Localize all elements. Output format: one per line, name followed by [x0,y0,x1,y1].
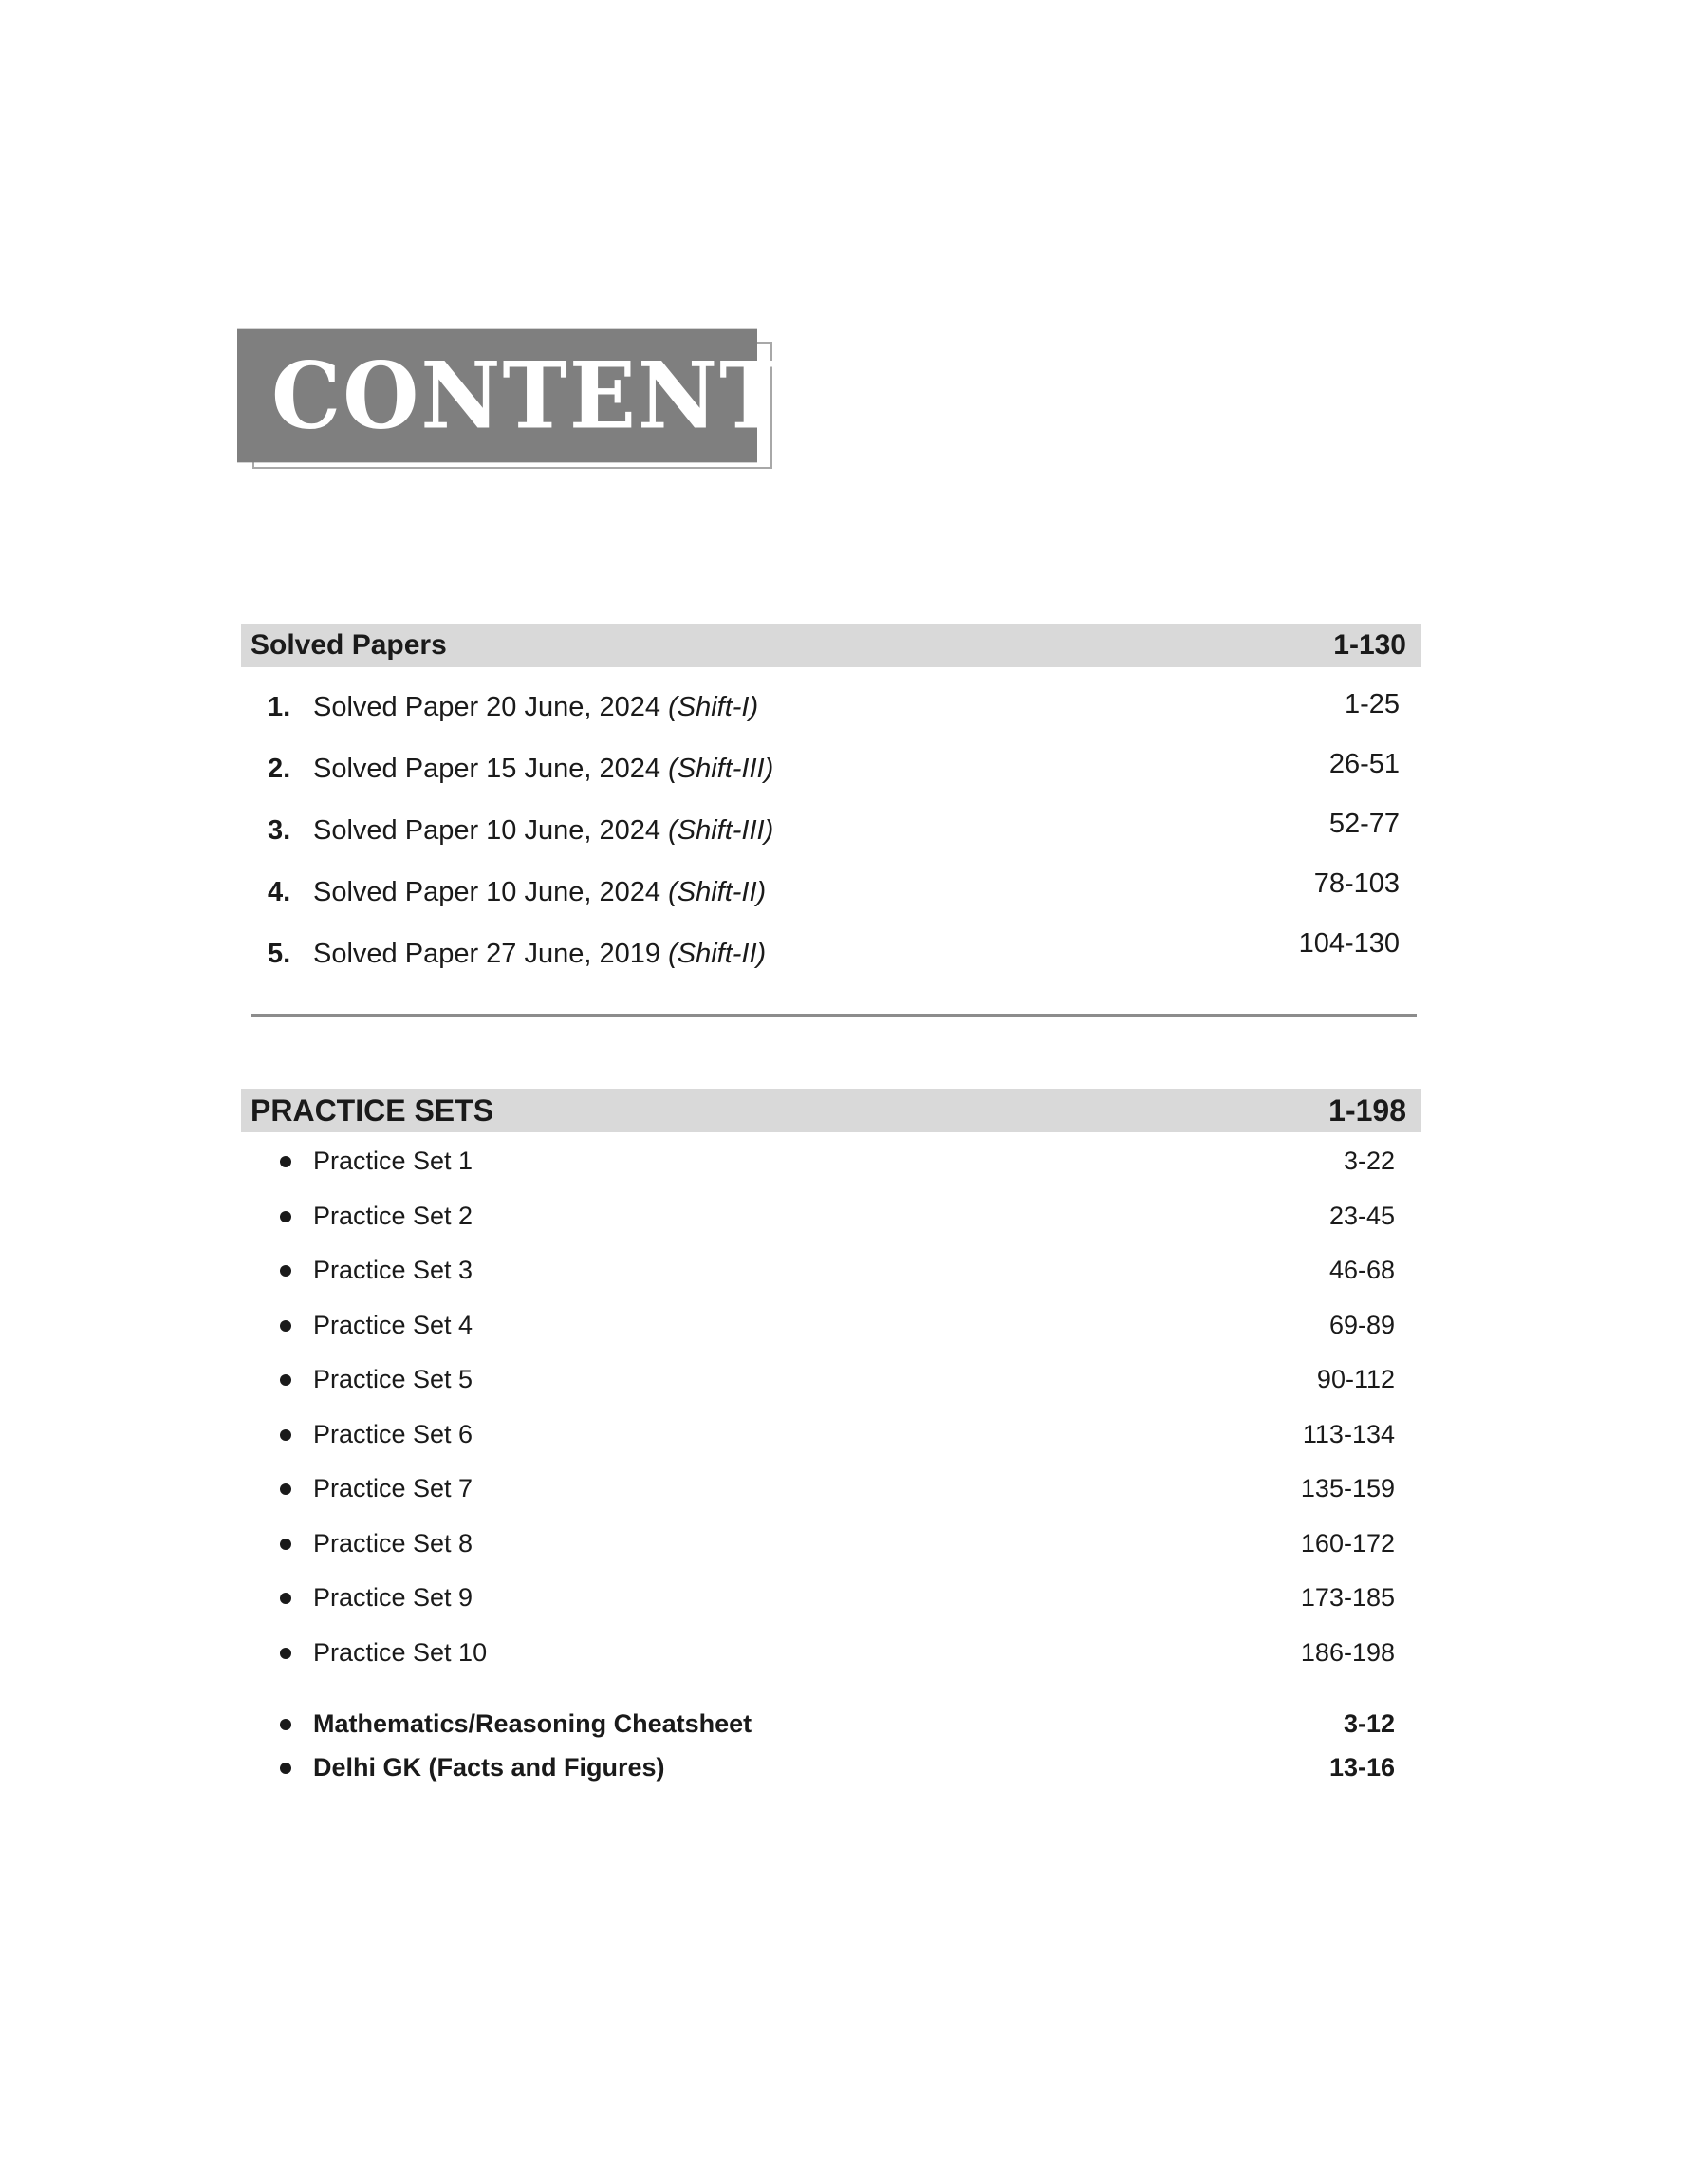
list-item-pages: 13-16 [1328,1753,1395,1782]
list-item [0,1416,1708,1452]
row-title: Solved Paper 20 June, 2024 (Shift-I) [313,692,759,722]
bullet-icon [280,1429,291,1441]
list-item [0,1706,1708,1742]
list-item [0,1198,1708,1234]
section-divider [251,1014,1417,1017]
row-shift: (Shift-III) [668,754,774,784]
solved-papers-header [241,624,1421,667]
bullet-icon [280,1763,291,1774]
solved-papers-label: Solved Papers [251,629,447,661]
row-pages: 52-77 [1328,809,1400,839]
bullet-icon [280,1156,291,1167]
practice-sets-label: PRACTICE SETS [251,1092,494,1128]
list-item-title: Practice Set 7 [313,1474,473,1502]
list-item-pages: 69-89 [1328,1310,1395,1339]
toc-row [0,688,1708,726]
bullet-icon [280,1483,291,1495]
list-item [0,1579,1708,1615]
bullet-icon [280,1719,291,1730]
list-item-title: Practice Set 5 [313,1365,473,1393]
row-number: 5. [268,939,291,969]
list-item-pages: 90-112 [1316,1365,1395,1393]
list-item-pages: 46-68 [1328,1256,1395,1284]
list-item [0,1252,1708,1288]
list-item-title: Practice Set 1 [313,1147,473,1175]
bullet-icon [280,1593,291,1604]
row-number: 4. [268,877,291,907]
list-item-title: Practice Set 2 [313,1201,473,1230]
row-title: Solved Paper 27 June, 2019 (Shift-II) [313,939,767,969]
list-item [0,1470,1708,1506]
row-pages: 78-103 [1313,868,1400,899]
contents-heading: CONTENTS [237,329,757,463]
list-item [0,1525,1708,1561]
list-item-pages: 160-172 [1300,1528,1395,1558]
row-number: 1. [268,692,291,722]
row-pages: 26-51 [1328,749,1400,779]
list-item-title: Practice Set 3 [313,1256,473,1284]
list-item [0,1143,1708,1179]
list-item-title: Delhi GK (Facts and Figures) [313,1753,665,1782]
row-pages: 1-25 [1344,689,1400,719]
bullet-icon [280,1648,291,1659]
list-item-title: Practice Set 10 [313,1637,488,1667]
bullet-icon [280,1374,291,1386]
row-number: 3. [268,815,291,846]
toc-row [0,868,1708,911]
list-item-title: Mathematics/Reasoning Cheatsheet [313,1709,752,1738]
bullet-icon [280,1320,291,1332]
list-item-pages: 113-134 [1302,1419,1395,1448]
toc-row [0,809,1708,849]
list-item-pages: 23-45 [1328,1201,1395,1230]
row-shift: (Shift-III) [668,815,774,846]
toc-row [0,928,1708,973]
list-item [0,1307,1708,1343]
solved-papers-pages: 1-130 [1333,629,1406,661]
practice-sets-header [241,1089,1421,1132]
list-item-pages: 3-12 [1343,1709,1395,1738]
row-title: Solved Paper 10 June, 2024 (Shift-II) [313,877,767,907]
list-item [0,1749,1708,1785]
row-title: Solved Paper 10 June, 2024 (Shift-III) [313,815,774,846]
row-title: Solved Paper 15 June, 2024 (Shift-III) [313,754,774,784]
row-shift: (Shift-II) [668,877,767,907]
list-item-title: Practice Set 9 [313,1583,473,1612]
row-number: 2. [268,754,291,784]
row-pages: 104-130 [1298,928,1400,959]
list-item-title: Practice Set 6 [313,1419,473,1448]
row-shift: (Shift-I) [668,692,759,722]
bullet-icon [280,1211,291,1222]
practice-sets-pages: 1-198 [1328,1092,1406,1128]
list-item-pages: 3-22 [1343,1147,1395,1175]
bullet-icon [280,1539,291,1550]
row-shift: (Shift-II) [668,939,767,969]
list-item [0,1361,1708,1397]
list-item-title: Practice Set 8 [313,1528,473,1558]
toc-row [0,750,1708,788]
list-item-pages: 135-159 [1300,1474,1395,1502]
bullet-icon [280,1265,291,1277]
list-item-pages: 173-185 [1300,1583,1395,1612]
list-item-title: Practice Set 4 [313,1310,473,1339]
list-item [0,1634,1708,1670]
list-item-pages: 186-198 [1300,1637,1395,1667]
